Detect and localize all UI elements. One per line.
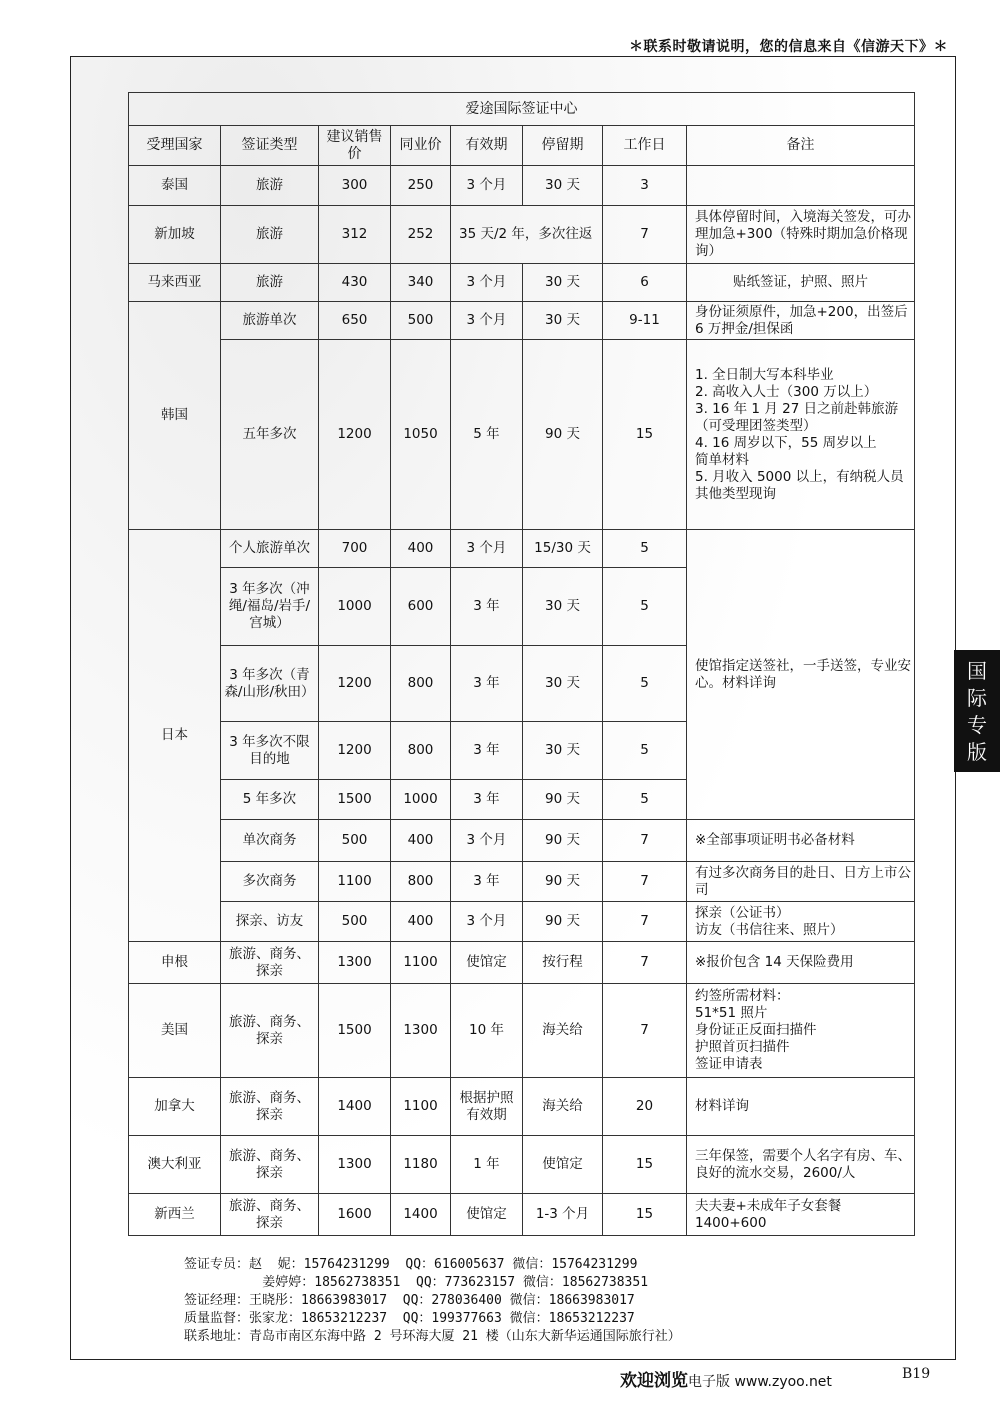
days-cell: 7 [603, 820, 687, 862]
validity-cell: 根据护照有效期 [451, 1078, 523, 1136]
type-cell: 3 年多次不限目的地 [221, 722, 319, 780]
stay-cell: 按行程 [523, 942, 603, 984]
footer-site-link[interactable]: www.zyoo.net [734, 1374, 832, 1390]
type-cell: 旅游、商务、探亲 [221, 1136, 319, 1194]
days-cell: 9-11 [603, 302, 687, 340]
validity-cell: 3 年 [451, 646, 523, 722]
price-cell: 1300 [319, 1136, 391, 1194]
table-title: 爱途国际签证中心 [129, 93, 915, 126]
price-cell: 430 [319, 264, 391, 302]
trade-cell: 250 [391, 166, 451, 206]
table-row [129, 902, 915, 942]
contact-block [184, 1256, 681, 1346]
trade-cell: 400 [391, 902, 451, 942]
table-row [129, 820, 915, 862]
price-cell: 1400 [319, 1078, 391, 1136]
days-cell: 5 [603, 646, 687, 722]
note-cell: 三年保签，需要个人名字有房、车、良好的流水交易，2600/人 [687, 1136, 915, 1194]
type-cell: 五年多次 [221, 340, 319, 530]
visa-price-table [128, 92, 915, 1236]
validity-cell: 3 个月 [451, 902, 523, 942]
table-row [129, 530, 915, 568]
side-tab-char: 版 [967, 740, 987, 764]
table-row [129, 166, 915, 206]
price-cell: 700 [319, 530, 391, 568]
note-line: 4. 16 周岁以下，55 周岁以上 [695, 434, 877, 451]
price-cell: 1600 [319, 1194, 391, 1236]
table-row [129, 942, 915, 984]
days-cell: 5 [603, 568, 687, 646]
country-cell: 申根 [129, 942, 221, 984]
price-cell: 312 [319, 206, 391, 264]
header-type: 签证类型 [221, 126, 319, 166]
price-cell: 1200 [319, 646, 391, 722]
table-row [129, 264, 915, 302]
type-cell: 旅游单次 [221, 302, 319, 340]
footer-edition: 电子版 [688, 1374, 730, 1390]
contact-line: 质量监督：张家龙：18653212237 QQ：199377663 微信：18653212237 [184, 1311, 635, 1326]
stay-cell: 30 天 [523, 646, 603, 722]
trade-cell: 600 [391, 568, 451, 646]
type-cell: 3 年多次（青森/山形/秋田） [221, 646, 319, 722]
note-cell: 贴纸签证，护照、照片 [687, 264, 915, 302]
stay-cell: 30 天 [523, 264, 603, 302]
stay-cell: 30 天 [523, 568, 603, 646]
note-cell [687, 1194, 915, 1236]
note-line: 探亲（公证书） [695, 904, 790, 921]
price-cell: 1200 [319, 722, 391, 780]
top-note: ＊联系时敬请说明，您的信息来自《信游天下》＊ [629, 39, 948, 55]
note-line: 其他类型现询 [695, 485, 776, 502]
note-cell: ※全部事项证明书必备材料 [687, 820, 915, 862]
validity-cell: 3 年 [451, 568, 523, 646]
side-tab-char: 际 [967, 686, 987, 710]
type-cell: 旅游、商务、探亲 [221, 984, 319, 1078]
type-cell: 旅游、商务、探亲 [221, 1194, 319, 1236]
days-cell: 3 [603, 166, 687, 206]
country-cell: 泰国 [129, 166, 221, 206]
validity-cell: 3 个月 [451, 820, 523, 862]
price-cell: 1500 [319, 984, 391, 1078]
side-tab-char: 国 [967, 659, 987, 683]
stay-cell: 90 天 [523, 902, 603, 942]
stay-cell: 90 天 [523, 780, 603, 820]
note-cell [687, 340, 915, 530]
contact-line: 姜婷婷：18562738351 QQ：773623157 微信：18562738351 [184, 1275, 649, 1290]
footer-welcome: 欢迎浏览 [620, 1371, 688, 1391]
note-line: 3. 16 年 1 月 27 日之前赴韩旅游（可受理团签类型） [695, 400, 899, 434]
days-cell: 7 [603, 206, 687, 264]
price-cell: 500 [319, 820, 391, 862]
type-cell: 多次商务 [221, 862, 319, 902]
table-header-row [129, 126, 915, 166]
trade-cell: 1400 [391, 1194, 451, 1236]
table-row [129, 1194, 915, 1236]
note-cell [687, 902, 915, 942]
note-cell: 身份证须原件，加急+200，出签后 6 万押金/担保函 [687, 302, 915, 340]
type-cell: 旅游 [221, 264, 319, 302]
note-line: 51*51 照片 [695, 1005, 768, 1021]
price-cell: 1000 [319, 568, 391, 646]
trade-cell: 1180 [391, 1136, 451, 1194]
validity-stay-cell: 35 天/2 年，多次往返 [451, 206, 603, 264]
validity-cell: 3 年 [451, 722, 523, 780]
stay-cell: 30 天 [523, 722, 603, 780]
days-cell: 5 [603, 530, 687, 568]
validity-cell: 使馆定 [451, 942, 523, 984]
table-row [129, 862, 915, 902]
country-cell: 加拿大 [129, 1078, 221, 1136]
contact-line: 签证专员：赵 妮：15764231299 QQ：616005637 微信：15764231299 [184, 1257, 638, 1272]
trade-cell: 1100 [391, 942, 451, 984]
validity-cell: 3 个月 [451, 302, 523, 340]
trade-cell: 1300 [391, 984, 451, 1078]
trade-cell: 500 [391, 302, 451, 340]
stay-cell: 海关给 [523, 1078, 603, 1136]
trade-cell: 400 [391, 820, 451, 862]
header-trade: 同业价 [391, 126, 451, 166]
price-cell: 650 [319, 302, 391, 340]
table-row [129, 1136, 915, 1194]
days-cell: 7 [603, 942, 687, 984]
note-cell [687, 984, 915, 1078]
type-cell: 探亲、访友 [221, 902, 319, 942]
trade-cell: 252 [391, 206, 451, 264]
price-cell: 500 [319, 902, 391, 942]
side-tab-char: 专 [967, 713, 987, 737]
price-cell: 1100 [319, 862, 391, 902]
type-cell: 旅游 [221, 166, 319, 206]
table-row [129, 1078, 915, 1136]
country-cell: 澳大利亚 [129, 1136, 221, 1194]
side-tab-international [954, 650, 1000, 772]
country-cell: 美国 [129, 984, 221, 1078]
header-days: 工作日 [603, 126, 687, 166]
stay-cell: 30 天 [523, 302, 603, 340]
validity-cell: 3 年 [451, 780, 523, 820]
country-cell: 韩国 [129, 302, 221, 530]
stay-cell: 1-3 个月 [523, 1194, 603, 1236]
type-cell: 旅游、商务、探亲 [221, 942, 319, 984]
header-country: 受理国家 [129, 126, 221, 166]
header-validity: 有效期 [451, 126, 523, 166]
type-cell: 5 年多次 [221, 780, 319, 820]
footer [620, 1366, 832, 1391]
validity-cell: 10 年 [451, 984, 523, 1078]
type-cell: 单次商务 [221, 820, 319, 862]
type-cell: 旅游、商务、探亲 [221, 1078, 319, 1136]
note-line: 约签所需材料： [695, 988, 790, 1004]
price-cell: 300 [319, 166, 391, 206]
validity-cell: 5 年 [451, 340, 523, 530]
country-cell: 新西兰 [129, 1194, 221, 1236]
stay-cell: 海关给 [523, 984, 603, 1078]
days-cell: 15 [603, 1194, 687, 1236]
days-cell: 6 [603, 264, 687, 302]
trade-cell: 340 [391, 264, 451, 302]
trade-cell: 800 [391, 862, 451, 902]
type-cell: 3 年多次（冲绳/福岛/岩手/宫城） [221, 568, 319, 646]
table-row [129, 984, 915, 1078]
days-cell: 15 [603, 340, 687, 530]
note-line: 护照首页扫描件 [695, 1039, 790, 1055]
days-cell: 7 [603, 984, 687, 1078]
days-cell: 5 [603, 722, 687, 780]
contact-line: 签证经理：王晓彤：18663983017 QQ：278036400 微信：18663983017 [184, 1293, 635, 1308]
note-line: 签证申请表 [695, 1056, 763, 1072]
contact-line: 联系地址：青岛市南区东海中路 2 号环海大厦 21 楼（山东大新华运通国际旅行社） [184, 1329, 681, 1344]
note-line: 夫夫妻+未成年子女套餐 [695, 1197, 842, 1214]
stay-cell: 90 天 [523, 340, 603, 530]
note-line: 5. 月收入 5000 以上，有纳税人员 [695, 468, 904, 485]
trade-cell: 1100 [391, 1078, 451, 1136]
note-line: 1400+600 [695, 1214, 767, 1231]
type-cell: 旅游 [221, 206, 319, 264]
validity-cell: 3 年 [451, 862, 523, 902]
note-line: 1. 全日制大写本科毕业 [695, 366, 834, 383]
validity-cell: 3 个月 [451, 264, 523, 302]
header-stay: 停留期 [523, 126, 603, 166]
stay-cell: 90 天 [523, 820, 603, 862]
header-note: 备注 [687, 126, 915, 166]
type-cell: 个人旅游单次 [221, 530, 319, 568]
days-cell: 20 [603, 1078, 687, 1136]
days-cell: 7 [603, 902, 687, 942]
note-line: 2. 高收入人士（300 万以上） [695, 383, 878, 400]
table-title-row [129, 93, 915, 126]
note-line: 访友（书信往来、照片） [695, 921, 844, 938]
trade-cell: 800 [391, 722, 451, 780]
stay-cell: 30 天 [523, 166, 603, 206]
note-cell [687, 166, 915, 206]
price-cell: 1300 [319, 942, 391, 984]
note-cell: 材料详询 [687, 1078, 915, 1136]
days-cell: 15 [603, 1136, 687, 1194]
days-cell: 5 [603, 780, 687, 820]
page-number: B19 [902, 1366, 931, 1382]
price-cell: 1500 [319, 780, 391, 820]
stay-cell: 90 天 [523, 862, 603, 902]
note-cell: 具体停留时间，入境海关签发，可办理加急+300（特殊时期加急价格现询） [687, 206, 915, 264]
validity-cell: 3 个月 [451, 530, 523, 568]
table-row [129, 206, 915, 264]
table-row [129, 340, 915, 530]
note-cell: ※报价包含 14 天保险费用 [687, 942, 915, 984]
note-line: 简单材料 [695, 451, 749, 468]
table-row [129, 302, 915, 340]
country-cell: 马来西亚 [129, 264, 221, 302]
price-cell: 1200 [319, 340, 391, 530]
validity-cell: 3 个月 [451, 166, 523, 206]
header-price: 建议销售价 [319, 126, 391, 166]
trade-cell: 1000 [391, 780, 451, 820]
stay-cell: 15/30 天 [523, 530, 603, 568]
trade-cell: 400 [391, 530, 451, 568]
days-cell: 7 [603, 862, 687, 902]
country-cell: 新加坡 [129, 206, 221, 264]
validity-cell: 1 年 [451, 1136, 523, 1194]
note-cell: 有过多次商务目的赴日、日方上市公司 [687, 862, 915, 902]
country-cell: 日本 [129, 530, 221, 942]
note-line: 身份证正反面扫描件 [695, 1022, 817, 1038]
trade-cell: 800 [391, 646, 451, 722]
validity-cell: 使馆定 [451, 1194, 523, 1236]
trade-cell: 1050 [391, 340, 451, 530]
stay-cell: 使馆定 [523, 1136, 603, 1194]
note-cell: 使馆指定送签社，一手送签，专业安心。材料详询 [687, 530, 915, 820]
